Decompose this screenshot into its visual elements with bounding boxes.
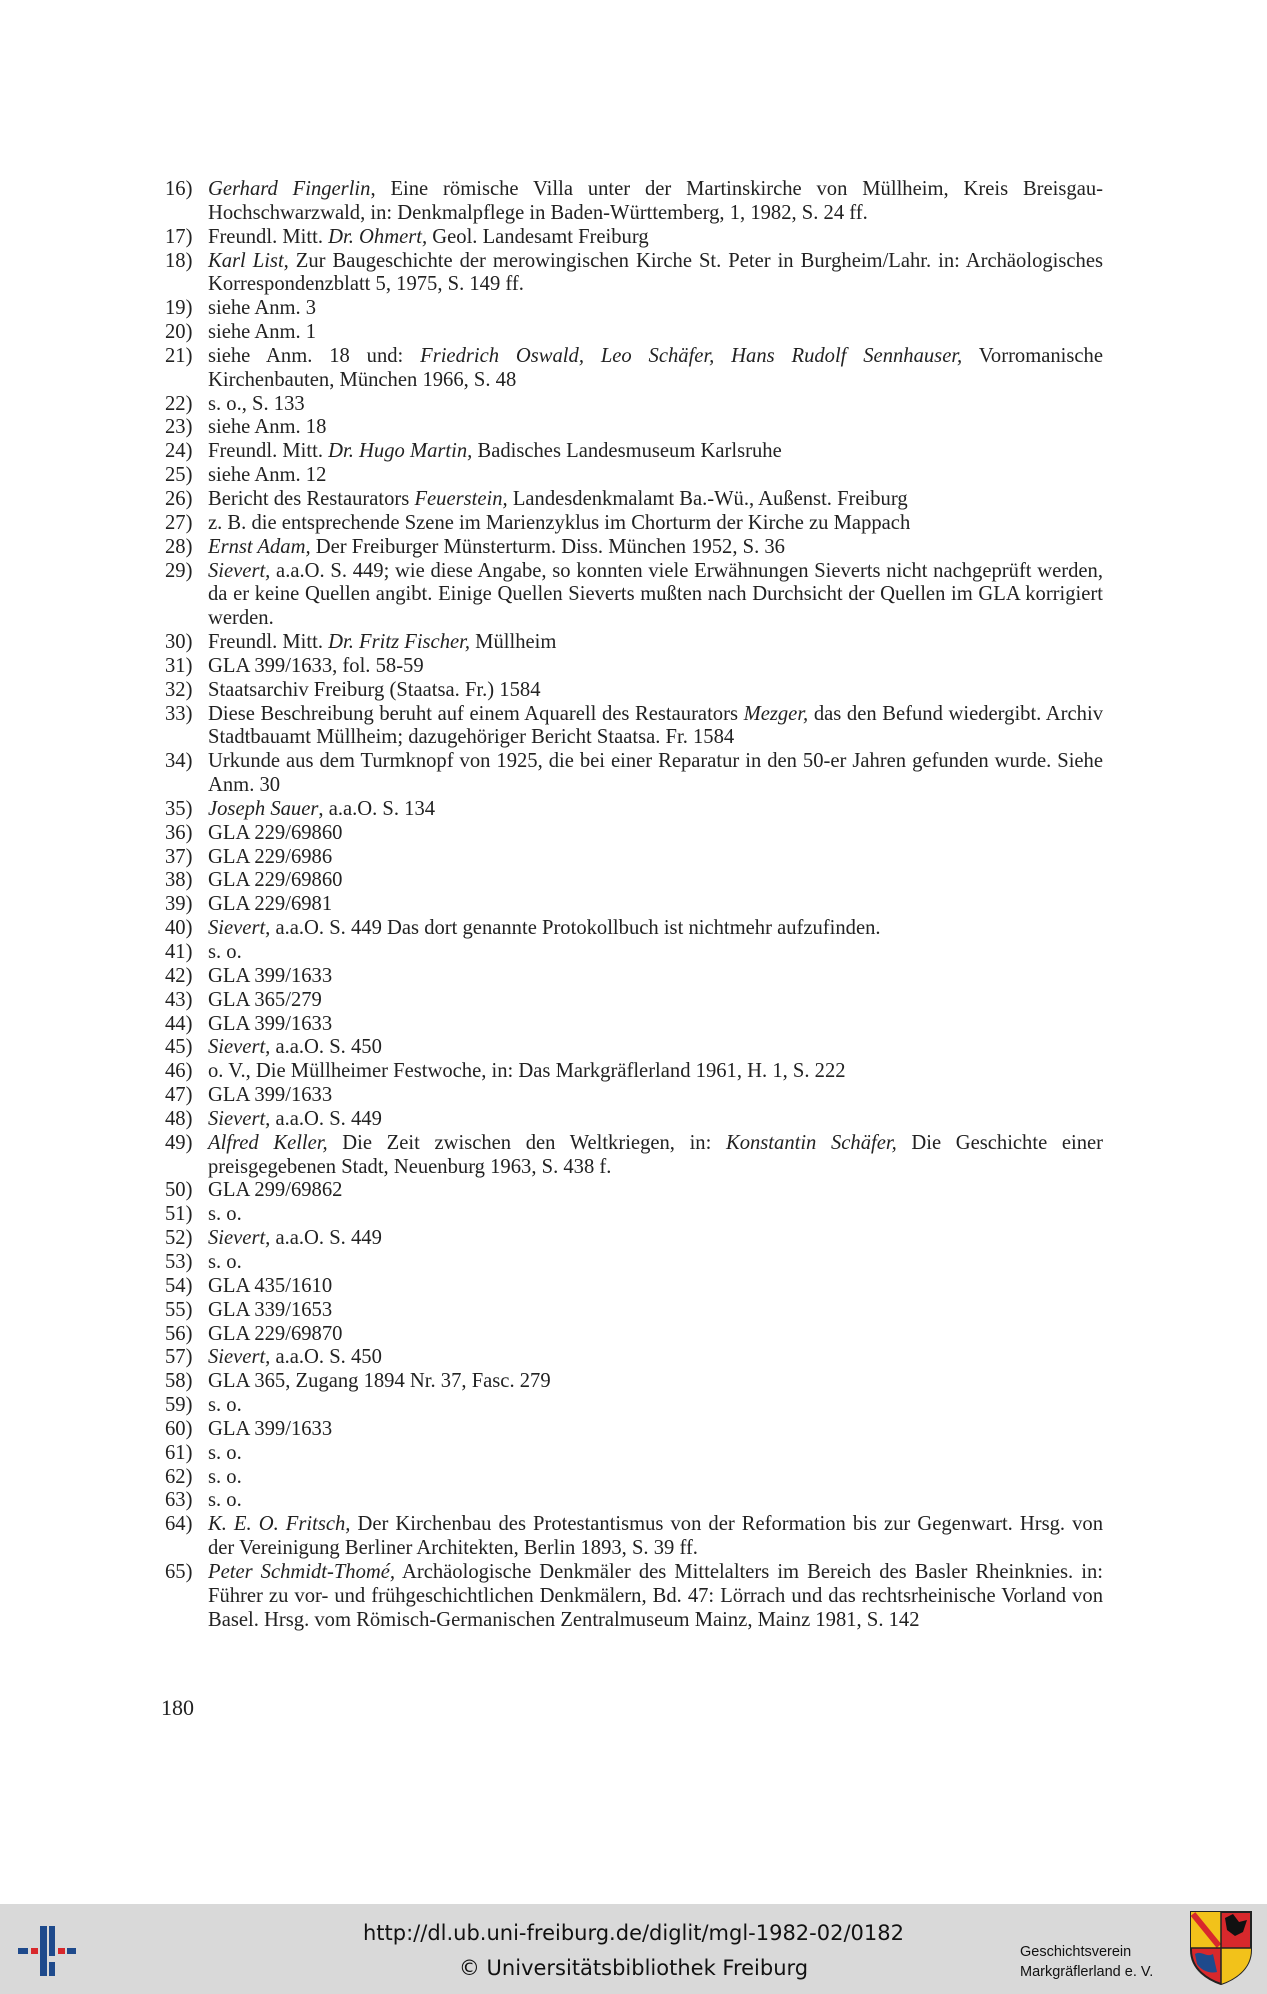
footnote-number: 32) — [165, 678, 193, 701]
footnote — [165, 965, 1103, 989]
footnote-number: 38) — [165, 869, 193, 892]
footnote-author: K. E. O. Fritsch, — [208, 1513, 351, 1536]
footnote — [165, 1251, 1103, 1275]
footnote-text — [208, 1418, 332, 1440]
footnote-segment: GLA 299/69862 — [208, 1179, 343, 1202]
footnote-number: 27) — [165, 511, 193, 534]
footnote-segment: Urkunde aus dem Turmknopf von 1925, die bei einer Reparatur in den 50-er Jahren gefunden wurde. Siehe Anm. 30 — [208, 750, 1103, 797]
footnote-number: 43) — [165, 988, 193, 1011]
footnote-segment: siehe Anm. 18 — [208, 416, 327, 439]
footnote-segment: s. o. — [208, 1441, 242, 1464]
footnote — [165, 1561, 1103, 1633]
footnote-segment: a.a.O. S. 450 — [270, 1346, 382, 1369]
footnote-author: Friedrich Oswald, Leo Schäfer, Hans Rudolf Sennhauser, — [420, 344, 963, 367]
footnote-segment: Staatsarchiv Freiburg (Staatsa. Fr.) 1584 — [208, 678, 541, 701]
footnote-author: Sievert, — [208, 1227, 271, 1250]
footnote-text — [208, 1013, 332, 1035]
footnote — [165, 416, 1103, 440]
copyright-notice: © Universitätsbibliothek Freiburg — [458, 1956, 809, 1980]
footnote — [165, 703, 1103, 751]
footnote-number: 65) — [165, 1560, 193, 1583]
society-name — [1020, 1942, 1153, 1982]
page-number: 180 — [161, 1695, 194, 1720]
footnote-segment: GLA 399/1633 — [208, 1417, 333, 1440]
footnote-number: 45) — [165, 1036, 193, 1059]
footnote — [165, 1108, 1103, 1132]
footnote-text — [208, 178, 1103, 224]
footnote-number: 21) — [165, 344, 193, 367]
footnote-number: 49) — [165, 1131, 193, 1154]
footnote-text — [208, 917, 881, 939]
footnote-segment: GLA 399/1633 — [208, 964, 333, 987]
footnote-segment: , Eine römische Villa unter der Martinskirche von Müllheim, Kreis Breisgau-Hochschwarzwald, in: Denkmalpflege in Baden-Württemberg, 1, 1982, S. 24 ff. — [208, 178, 1104, 224]
footnote-number: 46) — [165, 1060, 193, 1083]
footnote-author: Sievert, — [208, 559, 271, 582]
footnote-number: 50) — [165, 1179, 193, 1202]
footnote-text — [208, 1132, 1103, 1178]
footnote — [165, 488, 1103, 512]
footnote-text — [208, 1060, 846, 1082]
footnote — [165, 846, 1103, 870]
footnote — [165, 178, 1103, 226]
footnote-author: Sievert, — [208, 1107, 271, 1130]
footnote-text — [208, 941, 242, 963]
footnote-number: 39) — [165, 893, 193, 916]
footnote-list — [165, 178, 1103, 1632]
footnote-text — [208, 393, 305, 415]
footnote-segment: GLA 229/6981 — [208, 893, 333, 916]
footnote-number: 48) — [165, 1107, 193, 1130]
footnote-segment: a.a.O. S. 450 — [270, 1036, 382, 1059]
footnote-text — [208, 1108, 382, 1130]
footnote-text — [208, 512, 910, 534]
footnote-number: 61) — [165, 1441, 193, 1464]
footnote — [165, 798, 1103, 822]
footnote-number: 17) — [165, 225, 193, 248]
footnote — [165, 917, 1103, 941]
coat-of-arms-icon[interactable] — [1189, 1910, 1253, 1986]
footnote-text — [208, 1561, 1103, 1631]
footnote-number: 25) — [165, 464, 193, 487]
footnote — [165, 989, 1103, 1013]
footnote-number: 34) — [165, 750, 193, 773]
footnote — [165, 679, 1103, 703]
footnote-text — [208, 1370, 551, 1392]
footnote-author: Sievert, — [208, 917, 271, 940]
footnote-segment: Freundl. Mitt. — [208, 631, 329, 654]
footnote-author: Alfred Keller, — [208, 1131, 328, 1154]
footnote — [165, 1370, 1103, 1394]
footnote-segment: GLA 229/69860 — [208, 821, 343, 844]
footnote-number: 40) — [165, 917, 193, 940]
footnote-number: 37) — [165, 845, 193, 868]
footnote-segment: siehe Anm. 12 — [208, 464, 327, 487]
footnote-text — [208, 416, 326, 438]
footnote — [165, 464, 1103, 488]
footnote-segment: s. o. — [208, 1203, 242, 1226]
footnote-segment: s. o., S. 133 — [208, 392, 305, 415]
footnote-segment: siehe Anm. 1 — [208, 321, 317, 344]
footnote — [165, 1013, 1103, 1037]
footnote — [165, 1394, 1103, 1418]
footnote-text — [208, 869, 342, 891]
footnote-text — [208, 560, 1103, 630]
footnote-text — [208, 965, 332, 987]
footnote-author: Sievert, — [208, 1346, 271, 1369]
footnote-number: 52) — [165, 1227, 193, 1250]
footnote-segment: Geol. Landesamt Freiburg — [427, 225, 649, 248]
footnote-number: 47) — [165, 1084, 193, 1107]
footnote-text — [208, 226, 649, 248]
footnote-text — [208, 893, 332, 915]
footnote-number: 23) — [165, 416, 193, 439]
footnote — [165, 536, 1103, 560]
footnote — [165, 297, 1103, 321]
footnote-segment: z. B. die entsprechende Szene im Marienzyklus im Chorturm der Kirche zu Mappach — [208, 511, 911, 534]
footnote-number: 29) — [165, 559, 193, 582]
footnote-segment: Die Geschichte einer preisgegebenen Stadt, Neuenburg 1963, S. 438 f. — [208, 1131, 1103, 1178]
footnote-segment: a.a.O. S. 449 — [270, 1107, 382, 1130]
footnote-number: 42) — [165, 964, 193, 987]
footnote-segment: Freundl. Mitt. — [208, 440, 329, 463]
footnote-text — [208, 440, 782, 462]
footnote-author: Joseph Sauer — [208, 797, 319, 820]
footnote-segment: Archäologische Denkmäler des Mittelalters im Bereich des Basler Rheinknies. in: Führer zu vor- und frühgeschichtlichen Denkmälern, Bd. 47: Lörrach und das rechtsrheinische Vorland von Basel. Hrsg. vom Römisch-Germanischen Zentralmuseum Mainz, Mainz 1981, S. 142 — [208, 1560, 1103, 1631]
footnote-text — [208, 1513, 1103, 1559]
footnote-segment: Die Zeit zwischen den Weltkriegen, in: — [327, 1131, 726, 1154]
footnote-text — [208, 798, 435, 820]
footnote-text — [208, 297, 316, 319]
footnote-number: 60) — [165, 1417, 193, 1440]
footnote-segment: Badisches Landesmuseum Karlsruhe — [472, 440, 782, 463]
footnote-number: 20) — [165, 321, 193, 344]
footnote-author: Dr. Fritz Fischer, — [328, 631, 471, 654]
footnote-segment: GLA 399/1633 — [208, 1084, 333, 1107]
footnote-author: Mezger, — [743, 702, 809, 725]
footnote-text — [208, 1394, 242, 1416]
society-line-2: Markgräflerland e. V. — [1020, 1964, 1154, 1980]
footnote-text — [208, 1323, 342, 1345]
footnote — [165, 250, 1103, 298]
footnote-segment: Freundl. Mitt. — [208, 225, 329, 248]
footnote-segment: a.a.O. S. 449 — [270, 1227, 382, 1250]
footnote-author: Sievert, — [208, 1036, 271, 1059]
footnote-author: Dr. Ohmert, — [328, 225, 428, 248]
footnote-number: 55) — [165, 1298, 193, 1321]
footnote-author: Dr. Hugo Martin, — [328, 440, 473, 463]
footnote-number: 16) — [165, 178, 193, 200]
footnote-text — [208, 1227, 382, 1249]
footnote-segment: Vorromanische Kirchenbauten, München 1966, S. 48 — [208, 344, 1103, 391]
footnote-text — [208, 1251, 242, 1273]
footnote-number: 54) — [165, 1274, 193, 1297]
footnote — [165, 1299, 1103, 1323]
footnote-segment: Müllheim — [470, 631, 557, 654]
footnote — [165, 1036, 1103, 1060]
footnote-number: 64) — [165, 1513, 193, 1536]
footnote-number: 58) — [165, 1370, 193, 1393]
footnote-segment: a.a.O. S. 449; wie diese Angabe, so konnten viele Erwähnungen Sieverts nicht nachgeprüft werden, da er keine Quellen angibt. Einige Quellen Sieverts mußten nach Durchsicht der Quellen im GLA korrigiert werden. — [208, 559, 1103, 630]
footnote-text — [208, 1442, 242, 1464]
footnote-text — [208, 846, 332, 868]
footnote-text — [208, 1299, 332, 1321]
footnote — [165, 655, 1103, 679]
footnote-author: Feuerstein, — [414, 487, 508, 510]
footnote — [165, 1418, 1103, 1442]
footnote — [165, 1227, 1103, 1251]
footnote-number: 26) — [165, 487, 193, 510]
footnote-number: 44) — [165, 1012, 193, 1035]
footnote-segment: o. V., Die Müllheimer Festwoche, in: Das Markgräflerland 1961, H. 1, S. 222 — [208, 1060, 846, 1083]
footnote-text — [208, 1275, 332, 1297]
footnote — [165, 1323, 1103, 1347]
footnote-text — [208, 321, 316, 343]
footnote-text — [208, 1203, 242, 1225]
footnote — [165, 869, 1103, 893]
footnote-segment: Diese Beschreibung beruht auf einem Aquarell des Restaurators — [208, 702, 744, 725]
footnote-number: 62) — [165, 1465, 193, 1488]
footnote — [165, 1179, 1103, 1203]
footnote-number: 35) — [165, 797, 193, 820]
footnote-segment: GLA 365, Zugang 1894 Nr. 37, Fasc. 279 — [208, 1370, 551, 1393]
footnote — [165, 393, 1103, 417]
footnote-text — [208, 989, 322, 1011]
footnote-number: 41) — [165, 941, 193, 963]
footnote — [165, 345, 1103, 393]
footnote-number: 53) — [165, 1250, 193, 1273]
footnote-text — [208, 1346, 382, 1368]
footnote-segment: a.a.O. S. 449 Das dort genannte Protokollbuch ist nichtmehr aufzufinden. — [270, 917, 881, 940]
footnote-segment: GLA 229/6986 — [208, 845, 333, 868]
footnote-text — [208, 345, 1103, 391]
footnote — [165, 822, 1103, 846]
footnote-number: 36) — [165, 821, 193, 844]
footnote-text — [208, 488, 908, 510]
footnote-segment: s. o. — [208, 1250, 242, 1273]
footnote-text — [208, 1466, 242, 1488]
footnote — [165, 1060, 1103, 1084]
footnote-segment: GLA 229/69870 — [208, 1322, 343, 1345]
footnote-segment: Landesdenkmalamt Ba.-Wü., Außenst. Freiburg — [507, 487, 908, 510]
footnote-segment: GLA 365/279 — [208, 988, 322, 1011]
footnote-number: 28) — [165, 535, 193, 558]
footnote-number: 19) — [165, 297, 193, 320]
footnote-number: 24) — [165, 440, 193, 463]
footnote — [165, 512, 1103, 536]
footnote — [165, 750, 1103, 798]
footnote-number: 56) — [165, 1322, 193, 1345]
society-line-1: Geschichtsverein — [1020, 1944, 1132, 1960]
footnote-number: 18) — [165, 249, 193, 272]
footnote-author: Konstantin Schäfer, — [725, 1131, 897, 1154]
footnote-author: Gerhard Fingerlin — [208, 178, 371, 200]
footnote-number: 63) — [165, 1489, 193, 1512]
footnote-segment: GLA 399/1633, fol. 58-59 — [208, 654, 424, 677]
footnote — [165, 1513, 1103, 1561]
footnote-segment: GLA 339/1653 — [208, 1298, 333, 1321]
footnote — [165, 321, 1103, 345]
footnote — [165, 1084, 1103, 1108]
footnote-segment: s. o. — [208, 1394, 242, 1417]
footnote-text — [208, 703, 1103, 749]
footnote-text — [208, 1084, 332, 1106]
footnote — [165, 440, 1103, 464]
footnote-segment: GLA 229/69860 — [208, 869, 343, 892]
footnote — [165, 893, 1103, 917]
footnote-number: 30) — [165, 631, 193, 654]
footnote-segment: siehe Anm. 3 — [208, 297, 317, 320]
footnote-text — [208, 1036, 382, 1058]
footnote-number: 33) — [165, 702, 193, 725]
footnote-number: 59) — [165, 1394, 193, 1417]
footnote-number: 22) — [165, 392, 193, 415]
footnote-text — [208, 750, 1103, 796]
footnote — [165, 1442, 1103, 1466]
footnote-text — [208, 1489, 242, 1511]
footnote-segment: s. o. — [208, 1489, 242, 1512]
footer-bar — [0, 1904, 1267, 1994]
footnote — [165, 631, 1103, 655]
footnote — [165, 1132, 1103, 1180]
footnote-author: Peter Schmidt-Thomé, — [208, 1560, 396, 1583]
footnote-text — [208, 822, 342, 844]
footnote — [165, 1346, 1103, 1370]
footnote-segment: das den Befund wiedergibt. Archiv Stadtbauamt Müllheim; dazugehöriger Bericht Staatsa. Fr. 1584 — [208, 702, 1103, 749]
footnote-number: 51) — [165, 1203, 193, 1226]
footnote-text — [208, 536, 785, 558]
footnote-segment: s. o. — [208, 1465, 242, 1488]
footnote-text — [208, 464, 326, 486]
footnote — [165, 1203, 1103, 1227]
footnote — [165, 1489, 1103, 1513]
footnote — [165, 1275, 1103, 1299]
footnote-text — [208, 250, 1103, 296]
footnote-text — [208, 631, 556, 653]
footnote-segment: GLA 435/1610 — [208, 1274, 333, 1297]
footnote — [165, 941, 1103, 965]
footnote-author: Karl List — [208, 249, 284, 272]
permalink-link[interactable]: http://dl.ub.uni-freiburg.de/diglit/mgl-1982-02/0182 — [362, 1921, 904, 1945]
footnote-text — [208, 1179, 342, 1201]
footnote — [165, 226, 1103, 250]
footnote-segment: s. o. — [208, 941, 242, 963]
footnote-text — [208, 655, 424, 677]
footnote-author: Ernst Adam, — [208, 535, 311, 558]
footnote-segment: , a.a.O. S. 134 — [318, 797, 436, 820]
footnote-segment: , Zur Baugeschichte der merowingischen Kirche St. Peter in Burgheim/Lahr. in: Archäologisches Korrespondenzblatt 5, 1975, S. 149 ff. — [208, 249, 1103, 296]
footnote-segment: siehe Anm. 18 und: — [208, 344, 421, 367]
footnote — [165, 1466, 1103, 1490]
footnote — [165, 560, 1103, 632]
footnote-segment: Der Kirchenbau des Protestantismus von der Reformation bis zur Gegenwart. Hrsg. von der Vereinigung Berliner Architekten, Berlin 1893, S. 39 ff. — [208, 1513, 1103, 1560]
footnote-segment: Bericht des Restaurators — [208, 487, 415, 510]
footnote-text — [208, 679, 541, 701]
footnote-number: 57) — [165, 1346, 193, 1369]
footnote-number: 31) — [165, 654, 193, 677]
footnote-segment: GLA 399/1633 — [208, 1012, 333, 1035]
footnote-segment: Der Freiburger Münsterturm. Diss. München 1952, S. 36 — [310, 535, 785, 558]
